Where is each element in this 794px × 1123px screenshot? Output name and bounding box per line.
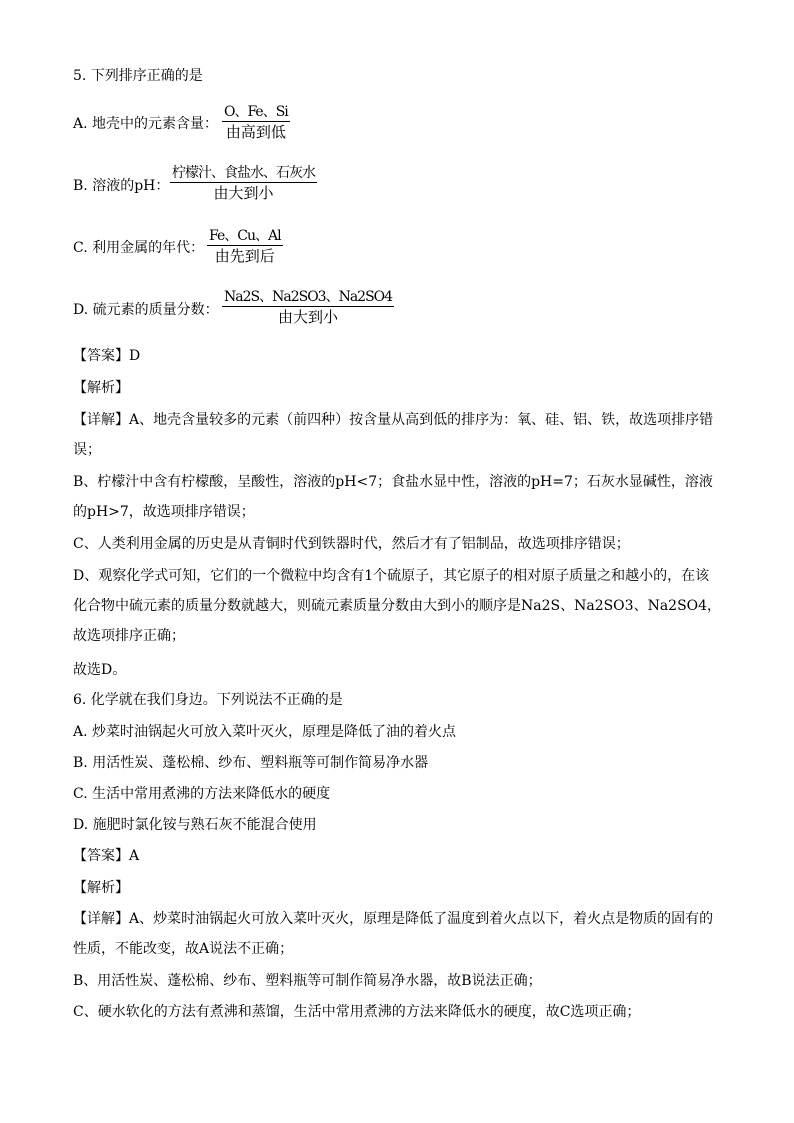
q5-option-a-top: O、Fe、Si (224, 104, 288, 120)
q5-answer-label: 【答案】 (73, 348, 129, 364)
q5-option-a-sequence (222, 104, 290, 140)
q6-option-b: B. 用活性炭、蓬松棉、纱布、塑料瓶等可制作简易净水器 (73, 755, 429, 771)
q6-detail-c: C、硬水软化的方法有煮沸和蒸馏，生活中常用煮沸的方法来降低水的硬度，故C选项正确； (73, 1004, 641, 1020)
q6-answer-label: 【答案】 (73, 848, 129, 864)
q5-option-d-bottom: 由大到小 (278, 308, 339, 326)
q6-detail-a: 【详解】A、炒菜时油锅起火可放入菜叶灭火，原理是降低了温度到着火点以下，着火点是物质的固有的性质，不能改变，故A说法不正确； (73, 911, 714, 957)
q5-option-b-top: 柠檬汁、食盐水、石灰水 (172, 165, 315, 181)
q5-option-d-sequence (222, 289, 394, 325)
q5-detail-b: B、柠檬汁中含有柠檬酸，呈酸性，溶液的pH<7；食盐水显中性，溶液的pH=7；石灰水显碱性，溶液的pH>7，故选项排序错误； (73, 474, 713, 520)
q5-detail-a: 【详解】A、地壳含量较多的元素（前四种）按含量从高到低的排序为：氧、硅、铝、铁，故选项排序错误； (73, 412, 714, 458)
q5-option-c-top: Fe、Cu、Al (209, 228, 281, 244)
q5-option-c-prefix: C. 利用金属的年代： (73, 240, 205, 256)
q6-answer-value: A (129, 848, 140, 864)
q6-option-d: D. 施肥时氯化铵与熟石灰不能混合使用 (73, 817, 317, 833)
q5-option-b-sequence (170, 165, 317, 201)
q5-analysis-label: 【解析】 (73, 380, 129, 396)
q6-analysis-label: 【解析】 (73, 880, 129, 896)
q5-answer-value: D (129, 348, 141, 364)
q5-option-b-prefix: B. 溶液的pH： (73, 178, 170, 194)
q6-answer (73, 846, 139, 866)
q5-option-b-bottom: 由大到小 (213, 184, 274, 202)
q5-detail-c: C、人类利用金属的历史是从青铜时代到铁器时代，然后才有了铝制品，故选项排序错误； (73, 536, 630, 552)
q6-detail-b: B、用活性炭、蓬松棉、纱布、塑料瓶等可制作简易净水器，故B说法正确； (73, 973, 542, 989)
q5-option-c-bottom: 由先到后 (214, 247, 275, 265)
q5-option-a-bottom: 由高到低 (225, 123, 286, 141)
q5-option-c-sequence (207, 228, 283, 264)
q5-detail-d: D、观察化学式可知，它们的一个微粒中均含有1个硫原子，其它原子的相对原子质量之和越小的，在该化合物中硫元素的质量分数就越大，则硫元素质量分数由大到小的顺序是Na2S、Na2SO3、Na2SO4，故选项排序正确； (73, 568, 722, 644)
q5-answer (73, 346, 140, 366)
q5-option-d-top: Na2S、Na2SO3、Na2SO4 (224, 289, 393, 305)
q6-option-a: A. 炒菜时油锅起火可放入菜叶灭火，原理是降低了油的着火点 (73, 724, 457, 740)
q5-option-a-prefix: A. 地壳中的元素含量： (73, 116, 219, 132)
q5-stem: 5. 下列排序正确的是 (73, 68, 203, 84)
q5-detail-conclusion: 故选D。 (73, 662, 127, 678)
q6-stem: 6. 化学就在我们身边。下列说法不正确的是 (73, 692, 343, 708)
q6-option-c: C. 生活中常用煮沸的方法来降低水的硬度 (73, 786, 331, 802)
q5-option-d-prefix: D. 硫元素的质量分数： (73, 302, 219, 318)
